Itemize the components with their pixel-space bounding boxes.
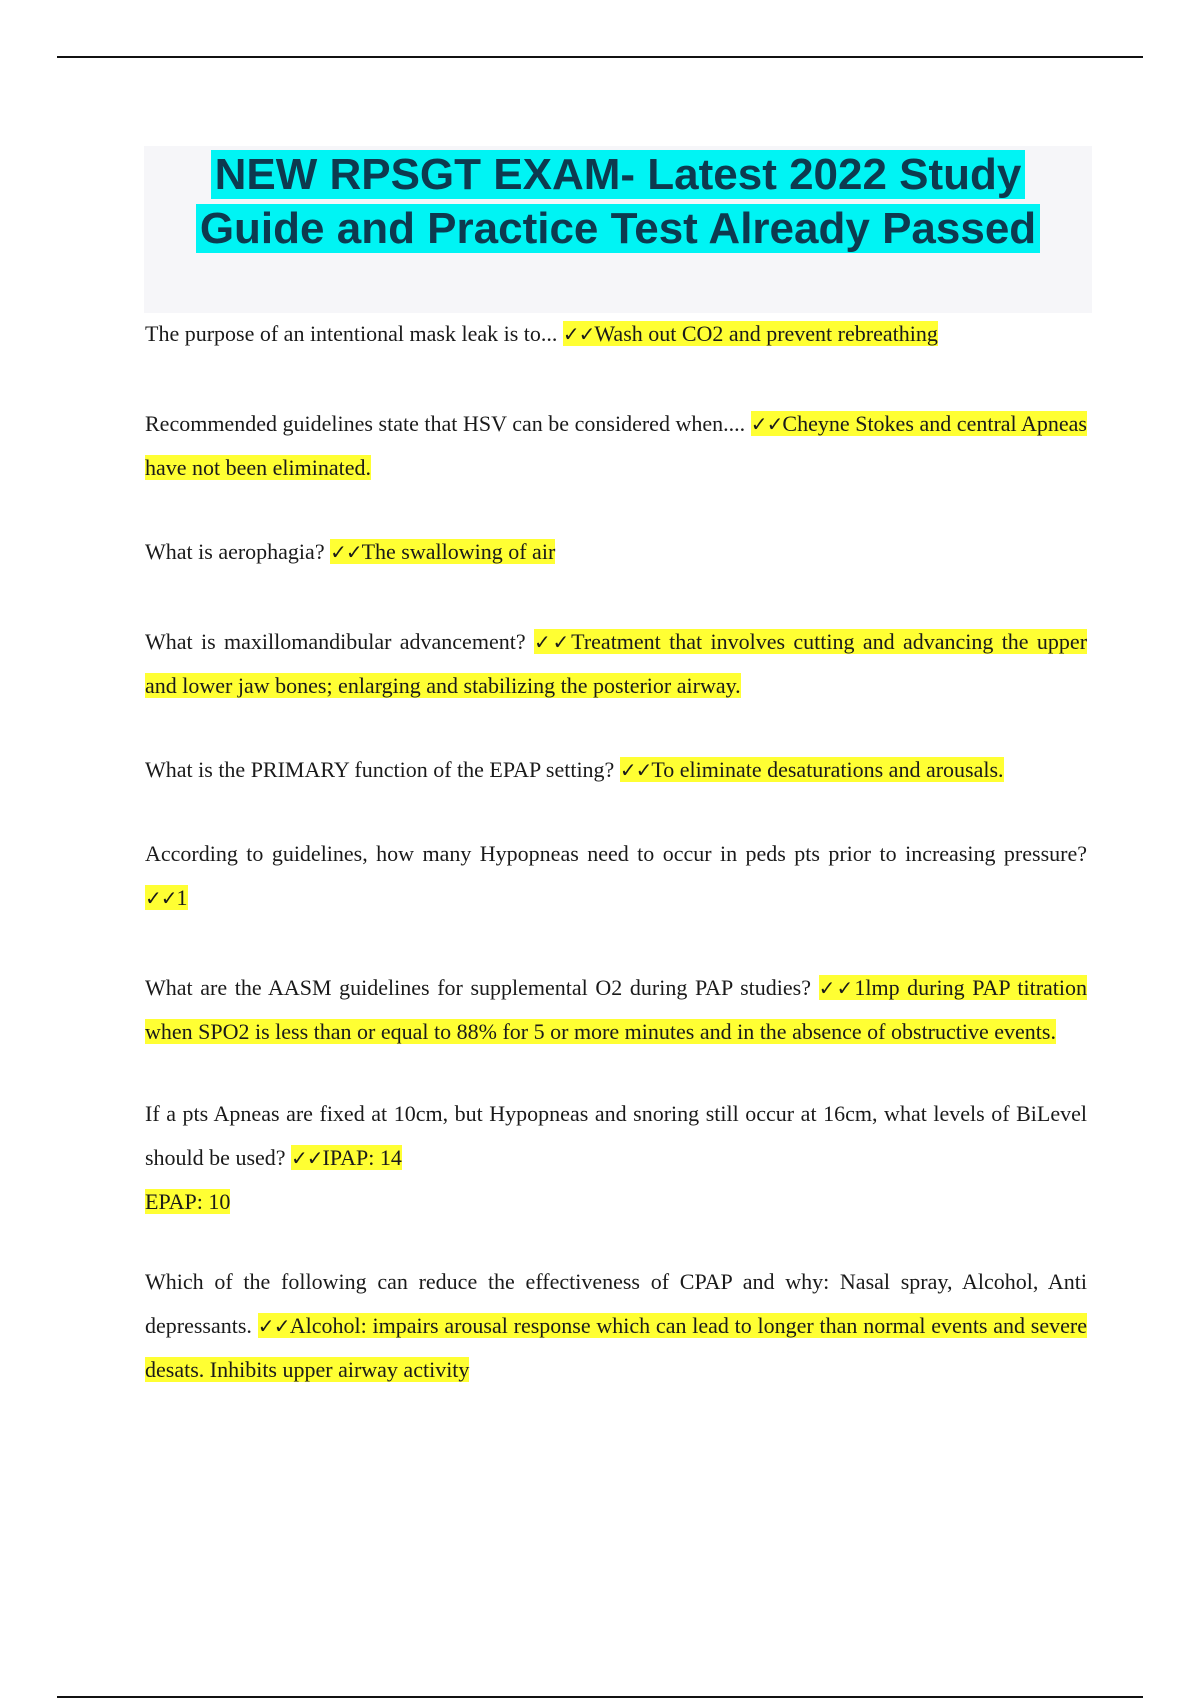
checkmark-icon: ✓✓ xyxy=(330,540,362,564)
checkmark-icon: ✓✓ xyxy=(257,1314,290,1338)
answer-highlight xyxy=(563,321,938,346)
qa-item xyxy=(145,1260,1087,1392)
qa-item xyxy=(145,402,1087,490)
checkmark-icon: ✓✓ xyxy=(533,630,572,654)
qa-item xyxy=(145,748,1087,792)
question-text: According to guidelines, how many Hypopneas need to occur in peds pts prior to increasing pressure? xyxy=(145,841,1087,866)
question-text: If a pts Apneas are fixed at 10cm, but Hypopneas and snoring still occur at 16cm, what levels of BiLevel should be used? xyxy=(145,1101,1087,1170)
answer-text: Wash out CO2 and prevent rebreathing xyxy=(594,321,938,346)
question-text: What is the PRIMARY function of the EPAP setting? xyxy=(145,757,615,782)
qa-item xyxy=(145,312,1087,356)
answer-highlight xyxy=(145,885,188,910)
question-text: What is aerophagia? xyxy=(145,539,325,564)
title-box xyxy=(144,146,1092,313)
question-text: Recommended guidelines state that HSV can be considered when.... xyxy=(145,411,746,436)
answer-text: Alcohol: impairs arousal response which can lead to longer than normal events and severe desats. Inhibits upper airway activity xyxy=(145,1313,1087,1382)
answer-highlight xyxy=(620,757,1004,782)
answer-text: 1 xyxy=(176,885,188,910)
qa-item xyxy=(145,1092,1087,1224)
answer-text: 1lmp during PAP titration when SPO2 is less than or equal to 88% for 5 or more minutes and in the absence of obstructive events. xyxy=(145,975,1088,1044)
checkmark-icon: ✓✓ xyxy=(291,1146,323,1170)
question-text: What is maxillomandibular advancement? xyxy=(145,629,526,654)
answer-highlight xyxy=(291,1145,402,1170)
qa-item xyxy=(145,966,1087,1054)
question-text: The purpose of an intentional mask leak is to... xyxy=(145,321,558,346)
answer-text: Cheyne Stokes and central Apneas have not been eliminated. xyxy=(145,411,1087,480)
title-line-1: NEW RPSGT EXAM- Latest 2022 Study xyxy=(211,150,1026,199)
answer-text: To eliminate desaturations and arousals. xyxy=(651,757,1004,782)
qa-item xyxy=(145,530,1087,574)
qa-list xyxy=(145,312,1087,1392)
document-title xyxy=(144,146,1092,256)
checkmark-icon: ✓✓ xyxy=(562,322,595,346)
checkmark-icon: ✓✓ xyxy=(818,976,855,1000)
answer-text-line-2: EPAP: 10 xyxy=(145,1189,231,1214)
title-line-2: Guide and Practice Test Already Passed xyxy=(196,204,1040,253)
answer-text: The swallowing of air xyxy=(361,539,556,564)
answer-highlight-line-2 xyxy=(145,1189,230,1214)
checkmark-icon: ✓✓ xyxy=(619,758,652,782)
question-text: What are the AASM guidelines for supplemental O2 during PAP studies? xyxy=(145,975,811,1000)
qa-item xyxy=(145,832,1087,920)
checkmark-icon: ✓✓ xyxy=(145,886,177,910)
checkmark-icon: ✓✓ xyxy=(750,412,783,436)
question-text: Which of the following can reduce the effectiveness of CPAP and why: Nasal spray, Alcohol, Anti depressants. xyxy=(145,1269,1087,1338)
qa-item xyxy=(145,620,1087,708)
bottom-rule xyxy=(57,1696,1143,1698)
top-rule xyxy=(57,56,1143,58)
answer-text: IPAP: 14 xyxy=(322,1145,402,1170)
answer-highlight xyxy=(330,539,555,564)
answer-highlight xyxy=(145,1313,1087,1382)
answer-text: Treatment that involves cutting and advancing the upper and lower jaw bones; enlarging and stabilizing the posterior airway. xyxy=(145,629,1088,698)
